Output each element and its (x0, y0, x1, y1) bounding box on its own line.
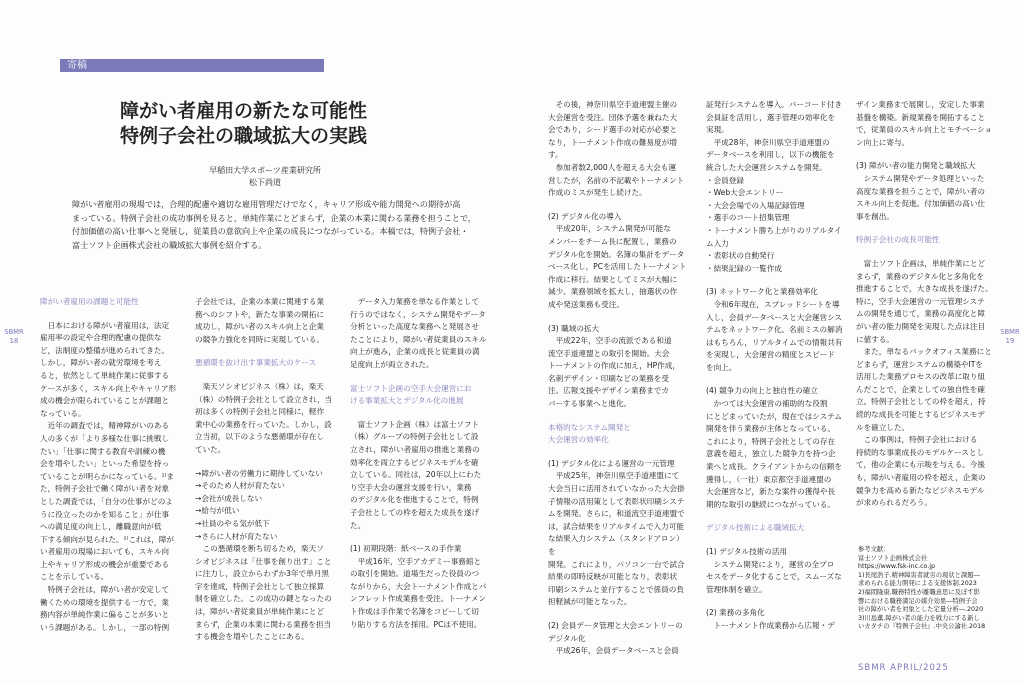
body-line: 人の多くが「より多様な仕事に挑戦し (40, 433, 170, 443)
body-line: に注力し，設立からわずか3年で単月黒 (195, 569, 329, 579)
body-line: 日本における障がい者雇用は，法定 (40, 320, 170, 330)
right-page-number: 19 (1005, 337, 1015, 345)
body-line: (2) 会員データ管理と大会エントリーの (548, 620, 683, 630)
title-line-2: 特例子会社の職域拡大の実践 (120, 125, 368, 147)
paragraph-gap (706, 374, 848, 385)
paragraph-gap (856, 149, 998, 160)
body-line: ン向上に寄与。 (856, 137, 910, 147)
body-line: ムの開発を通じて，業務の高度化と障 (856, 309, 985, 319)
body-line: 業へと成長。クライアントからの信頼を (706, 462, 842, 472)
reference-line: https://www.fsk-inc.co.jp (858, 563, 936, 571)
body-line: 高度な業務を担うことで，障がい者の (856, 186, 985, 196)
body-line: ・選手のコート招集管理 (706, 213, 790, 223)
paragraph-gap (706, 275, 848, 286)
body-line: どまらず，運営システムの構築やITを (856, 359, 984, 369)
left-marker-label: SBMR (4, 328, 24, 336)
body-line: →給与が低い (195, 506, 240, 516)
body-line: 子会社としての枠を超えた成長を遂げ (350, 507, 480, 517)
body-line: 成の機会が限られていることが課題と (40, 396, 170, 406)
body-column-1 (40, 296, 180, 634)
body-line: (2) デジタル化の導入 (548, 211, 622, 221)
body-line: 平成25年，神奈川県空手道連盟にて (548, 471, 680, 481)
reference-line: 響における職務満足の媒介効果―特例子会 (858, 597, 978, 605)
body-line: テムをネットワーク化。名前ミスの解消 (706, 325, 843, 335)
body-line: 流空手道連盟との取引を開始。大会 (548, 348, 670, 358)
body-line: 会員証を活用し，選手管理の効率化を (706, 112, 836, 122)
body-line: 参加者数2,000人を超える大会も運 (548, 162, 677, 172)
body-line: デジタル化を開始。名簿の集計をデータ (548, 249, 685, 259)
paragraph-gap (350, 372, 490, 383)
reference-line: 求められる能力開発による支援体制.2023 (858, 580, 977, 588)
body-line: この悪循環を断ち切るため，楽天ソ (195, 544, 324, 554)
body-line: 開発を伴う業務が主体となっている。 (706, 424, 836, 434)
section-heading: 本格的なシステム開発と (548, 422, 631, 432)
lead-line: 障がい者雇用の現場では，合理的配慮や適切な雇用管理だけでなく，キャリア形成や能力開発への期待が高 (72, 199, 461, 209)
reference-line: 1)長尾浩子.精神障害者就労の現状と課題― (858, 571, 980, 579)
paragraph-gap (706, 535, 848, 546)
body-line: しかし，障がい者の就労環境を考え (40, 358, 162, 368)
body-line: 推進することで，大きな成長を遂げた。 (856, 284, 993, 294)
body-line: (3) ネットワーク化と業務効率化 (706, 287, 818, 297)
body-line: データ入力業務を単なる作業として (350, 297, 480, 306)
reference-line: 3)川島薫.障がい者の能力を戦力にする新し (858, 614, 980, 622)
body-line: ザイン業務まで展開し，安定した事業 (856, 100, 985, 109)
body-line: を向上。 (706, 362, 737, 372)
body-line: ・Web大会エントリー (706, 188, 784, 198)
body-line: り貼りする方法を採用。PCは不使用。 (350, 619, 482, 629)
body-line: 成功し，障がい者のスキル向上と企業 (195, 322, 325, 332)
body-line: 期的な取引の継続につながっている。 (706, 499, 835, 509)
author: 松下尚道 (249, 178, 281, 187)
body-line: 入し，会員データベースと大会運営シス (706, 312, 843, 322)
body-line: 雇用率の設定や合理的配慮の提供な (40, 333, 162, 343)
body-line: 子情報の活用策として表彰状印刷システ (548, 496, 685, 506)
body-line: ケースが多く，スキル向上やキャリア形 (40, 383, 177, 393)
paragraph-gap (548, 200, 690, 211)
body-line: 会であり，シード選手の対応が必要と (548, 125, 678, 135)
body-line: セスをデータ化することで，スムーズな (706, 572, 842, 582)
body-line: (2) 業務の多角化 (706, 608, 765, 618)
section-heading: 障がい者雇用の課題と可能性 (40, 297, 139, 306)
body-line: また，単なるバックオフィス業務にと (856, 347, 992, 357)
category-tag: 寄稿 (67, 60, 87, 71)
body-column-2 (195, 296, 335, 644)
body-line: も，障がい者雇用の枠を超え，企業の (856, 473, 986, 483)
section-heading: デジタル技術による職域拡大 (706, 523, 805, 533)
reference-line: 社の障がい者を対象とした定量分析―.2020 (858, 606, 984, 614)
body-line: (4) 競争力の向上と独自性の確立 (706, 386, 818, 396)
paragraph-gap (706, 596, 848, 607)
body-line: への満足度の向上し，離職意向が低 (40, 522, 162, 532)
title-line-1: 障がい者雇用の新たな可能性 (120, 100, 368, 122)
paragraph-gap (856, 223, 998, 234)
body-line: 作成に移行。結果としてミスが大幅に (548, 274, 678, 284)
body-line: ・表彰状の自動発行 (706, 251, 775, 261)
body-line: を実現し，大会運営の精度とスピード (706, 350, 835, 360)
body-line: がい者の能力開発を実現した点は注目 (856, 321, 986, 331)
body-line: データベースを利用し，以下の機能を (706, 150, 835, 160)
body-line: り空手大会の運営支援を行い，業務 (350, 482, 472, 492)
body-line: 競争力を高める新たなビジネスモデル (856, 485, 985, 495)
body-line: 証発行システムを導入。バーコード付き (706, 100, 842, 109)
body-line: 獲得し，（一社）東京都空手道連盟の (706, 474, 832, 484)
body-line: 働くための環境を提供する一方で，業 (40, 597, 169, 607)
body-line: 富士ソフト企画（株）は富士ソフト (350, 419, 480, 429)
paragraph-gap (548, 447, 690, 458)
body-line: 減少。業務領域を拡大し，抽選状の作 (548, 287, 678, 297)
body-line: トーナメント作成業務から広報・デ (706, 620, 835, 630)
body-column-6 (856, 99, 998, 510)
body-line: (3) 障がい者の能力開発と職域拡大 (856, 161, 976, 171)
body-line: 平成20年，システム開発が可能な (548, 224, 671, 234)
section-heading: 特例子会社の成長可能性 (856, 235, 940, 245)
body-line: ・結果記録の一覧作成 (706, 263, 782, 273)
paragraph-gap (40, 309, 180, 320)
body-line: ながりから，大会トーナメント作成とパ (350, 581, 487, 591)
body-line: システム開発やデータ処理といった (856, 173, 985, 183)
body-line: の競争力強化を同時に実現している。 (195, 334, 325, 344)
body-line: 制を確立した。この成功の鍵となったの (195, 594, 332, 604)
body-line: 開発。これにより，パソコン一台で試合 (548, 559, 685, 569)
body-line: で，従業員のスキル向上とモチベーショ (856, 125, 993, 135)
body-line: シオビジネスは「仕事を創り出す」こと (195, 556, 332, 566)
body-line: 字を達成，特例子会社として独立採算 (195, 581, 325, 591)
paragraph-gap (195, 457, 335, 468)
section-heading: 富士ソフト企画の空手大会運営にお (350, 383, 472, 393)
body-line: 子会社では，企業の本業に関連する業 (195, 297, 325, 306)
body-column-3 (350, 296, 490, 631)
body-line: その後，神奈川県空手道連盟主催の (548, 100, 678, 109)
references (858, 546, 998, 632)
body-line: 基盤を構築。新規業務を開拓すること (856, 112, 986, 122)
lead-line: 付加価値の高い仕事へと発展し，従業員の意欲向上や企業の成長につながっている。本稿では，特例子会社・ (72, 226, 469, 236)
body-line: ていた。 (195, 444, 226, 454)
references-heading: 参考文献： (858, 546, 890, 553)
body-line: とした調査では，「自分の仕事がどのよ (40, 496, 173, 506)
paragraph-gap (195, 370, 335, 381)
body-line: たことにより，障がい者従業員のスキル (350, 334, 487, 344)
folio: SBMR APRIL/2025 (858, 663, 949, 673)
body-line: かつては大会運営の補助的な役割 (706, 399, 828, 409)
body-line: ど，法制度の整備が進められてきた。 (40, 345, 170, 355)
lead-paragraph (72, 198, 477, 252)
affiliation: 早稲田大学スポーツ産業研究所 (209, 166, 321, 175)
body-line: 名刺デザイン・印刷などの業務を受 (548, 373, 669, 383)
body-line: うに役立ったのかを知ること」が仕事 (40, 509, 170, 519)
body-line: 立当初，以下のような悪循環が存在し (195, 432, 325, 442)
body-line: ・大会会場での入場記録管理 (706, 200, 805, 210)
body-line: ことを示している。 (40, 572, 109, 582)
body-line: なり，トーナメント作成の難易度が増す。 (548, 137, 677, 160)
body-line: →そのため人材が育たない (195, 481, 285, 491)
body-line: 務内容が単純作業に偏ることが多いと (40, 610, 170, 620)
body-line: のデジタル化を推進することで，特例 (350, 495, 479, 505)
body-line: する機会を増やしたことにある。 (195, 632, 309, 642)
body-line: バーする事業へと進化。 (548, 399, 632, 409)
body-line: ンフレット作成業務を受注。トーナメン (350, 594, 487, 604)
body-column-4 (548, 99, 690, 658)
body-line: 効率化を両立するビジネスモデルを確 (350, 457, 479, 467)
body-line: の取引を開始。道場生だった役員のつ (350, 569, 480, 579)
body-line: に値する。 (856, 334, 894, 344)
body-line: 続的な成長を可能とするビジネスモデ (856, 410, 985, 420)
body-line: 近年の調査では，精神障がいのある (40, 421, 170, 431)
body-line: →さらに人材が育たない (195, 531, 278, 541)
body-line: ・トーナメント勝ち上がりのリアルタイ (706, 225, 842, 235)
body-line: ベース化し，PCを活用したトーナメント (548, 262, 687, 272)
paragraph-gap (706, 511, 848, 522)
left-page-marker (3, 328, 25, 346)
body-line: 行うのではなく，システム開発やデータ (350, 309, 486, 319)
body-column-5 (706, 99, 848, 633)
body-line: 初は多くの特例子会社と同様に，軽作 (195, 407, 325, 417)
body-line: にとどまっていたが，現在ではシステム (706, 411, 842, 421)
body-line: 下する傾向が見られた。²⁾これは，障が (40, 534, 175, 544)
lead-line: まっている。特例子会社の成功事例を見ると，単純作業にとどまらず，企業の本業に関わる業務を担うことで， (72, 212, 476, 223)
body-line: 大会当日に活用されていなかった大会掛 (548, 484, 685, 494)
body-line: まらず，企業の本業に関わる業務を担当 (195, 619, 332, 629)
body-line: 注。広報支援やデザイン業務までカ (548, 386, 669, 396)
body-line: 持続的な事業成長のモデルケースとし (856, 447, 985, 457)
body-line: 特に，空手大会運営の一元管理システ (856, 296, 985, 306)
body-line: ・会員登録 (706, 175, 744, 185)
body-line: 富士ソフト企画は，単純作業にとど (856, 258, 986, 268)
body-line: は，試合結果をリアルタイムで入力可能 (548, 521, 684, 531)
body-line: 実現。 (706, 125, 729, 135)
body-line: (1) デジタル技術の活用 (706, 547, 788, 556)
body-line: ムを開発。さらに，和道流空手道連盟で (548, 509, 685, 519)
section-heading: 大会運営の効率化 (548, 435, 609, 445)
body-line: 大会運営を受注。団体予選を兼ねた大 (548, 112, 678, 122)
body-line: 平成26年，会員データベースと会員 (548, 646, 679, 656)
right-page-marker (999, 328, 1021, 346)
body-line: は，障がい者従業員が単純作業にとど (195, 607, 325, 617)
left-page-number: 18 (9, 337, 19, 345)
body-line: いう課題がある。しかし，一部の特例 (40, 622, 170, 632)
body-line: （株）グループの特例子会社として設 (350, 432, 479, 442)
body-line: 特例子会社は，障がい者が安定して (40, 585, 170, 595)
body-line: （株）の特例子会社として設立され，当 (195, 394, 333, 404)
body-line: ルを確立した。 (856, 422, 910, 432)
body-line: メンバーをチーム長に配置し，業務の (548, 236, 677, 246)
body-line: 担軽減が可能となった。 (548, 597, 632, 607)
body-line: 意義を超え，独立した競争力を持つ企 (706, 449, 836, 459)
body-line: 足度向上が両立された。 (350, 359, 434, 369)
body-line: 営したが，名前の不記載やトーナメント (548, 175, 685, 185)
reference-line: 2)福間隆康.職務特性が離職意思に及ぼす影 (858, 588, 980, 596)
paragraph-gap (548, 609, 690, 620)
section-heading: 悪循環を抜け出す事業拡大のケース (195, 358, 317, 368)
byline (190, 165, 340, 189)
section-heading: ける事業拡大とデジタル化の進展 (350, 396, 464, 406)
paragraph-gap (856, 247, 998, 258)
body-line: た。 (350, 520, 366, 530)
paragraph-gap (350, 532, 490, 543)
body-line: システム開発により，運営の全プロ (706, 559, 835, 569)
body-line: ると，依然として単純作業に従事する (40, 370, 170, 380)
body-line: ていることが明らかになっている。¹⁾ま (40, 471, 175, 481)
body-line: 向上が進み，企業の成長と従業員の満 (350, 347, 480, 357)
body-line: デジタル化 (548, 633, 586, 643)
lead-line: 富士ソフト企画株式会社の職域拡大事例を紹介する。 (72, 239, 267, 250)
body-line: 分析といった高度な業務へと発展させ (350, 322, 480, 332)
body-line: まらず，業務のデジタル化と多角化を (856, 271, 985, 281)
body-line: ト作成は手作業で名簿をコピーして切 (350, 607, 479, 617)
body-line: が求められるだろう。 (856, 498, 932, 508)
body-line: 上やキャリア形成の機会が重要である (40, 559, 170, 569)
body-line: はもちろん，リアルタイムでの情報共有 (706, 337, 843, 347)
body-line: んだことで，企業としての独自性を確 (856, 384, 985, 394)
body-line: たい」「仕事に関する教育や訓練の機 (40, 446, 166, 456)
body-line: この事例は，特例子会社における (856, 435, 978, 445)
body-line: 管理体制を確立。 (706, 584, 767, 594)
article-title (120, 99, 420, 149)
body-line: 平成22年，空手の流派である和道 (548, 336, 672, 346)
paragraph-gap (350, 408, 490, 419)
reference-line: いカタチの『特例子会社』.中央公論社.2018 (858, 623, 986, 631)
body-line: 会を増やしたい」といった希望を持っ (40, 459, 170, 469)
body-line: (1) 初期段階：紙ベースの手作業 (350, 544, 462, 554)
body-line: →会社が成長しない (195, 493, 263, 503)
body-line: スキル向上を促進。付加価値の高い仕 (856, 199, 986, 209)
right-marker-label: SBMR (1000, 328, 1020, 336)
body-line: た，特例子会社で働く障がい者を対象 (40, 484, 170, 494)
body-line: ム入力 (706, 238, 729, 248)
body-line: 楽天ソシオビジネス（株）は，楽天 (195, 381, 324, 391)
body-line: 成や発送業務も受注。 (548, 299, 624, 309)
body-line: 事を創出。 (856, 211, 894, 221)
body-line: トーナメントの作成に加え，HP作成， (548, 361, 680, 371)
body-line: 作成のミスが発生し続けた。 (548, 188, 647, 198)
body-line: これにより，特例子会社としての存在 (706, 436, 836, 446)
body-line: 印刷システムと並行することで係員の負 (548, 584, 684, 594)
body-line: 大会運営など，新たな案件の獲得や長 (706, 487, 836, 497)
body-line: 務へのシフトや，新たな事業の開拓に (195, 309, 324, 319)
body-line: 平成28年，神奈川県空手道連盟の (706, 137, 830, 147)
body-line: 立している。同社は，20年以上にわた (350, 470, 482, 480)
paragraph-gap (195, 346, 335, 357)
category-bar (60, 59, 324, 72)
paragraph-gap (548, 411, 690, 422)
body-line: →障がい者の労働力に期待していない (195, 468, 323, 478)
body-line: な結果入力システム（スタンドアロン）を (548, 534, 684, 556)
body-line: なっている。 (40, 408, 86, 418)
body-line: い者雇用の現場においても，スキル向 (40, 547, 170, 557)
body-line: (3) 職域の拡大 (548, 323, 600, 333)
body-line: て，他の企業にも示唆を与える。今後 (856, 460, 985, 470)
body-line: 業中心の業務を行っていた。しかし，設 (195, 419, 332, 429)
body-line: (1) デジタル化による運営の一元管理 (548, 458, 675, 468)
body-line: 令和6年現在，スプレッドシートを導 (706, 299, 840, 309)
body-line: 結果の即時反映が可能となり，表彰状 (548, 572, 678, 582)
paragraph-gap (548, 312, 690, 323)
body-line: →社員のやる気が低下 (195, 518, 270, 528)
body-line: 立。特例子会社としての枠を超え，持 (856, 397, 986, 407)
reference-line: 富士ソフト企画株式会社 (858, 554, 928, 562)
body-line: 平成16年，空手アカデミー事務館と (350, 556, 482, 566)
body-line: 立され，障がい者雇用の推進と業務の (350, 444, 480, 454)
body-line: 統合した大会運営システムを開発。 (706, 162, 827, 172)
body-line: 活用した業務プロセスの改革に取り組 (856, 372, 986, 382)
